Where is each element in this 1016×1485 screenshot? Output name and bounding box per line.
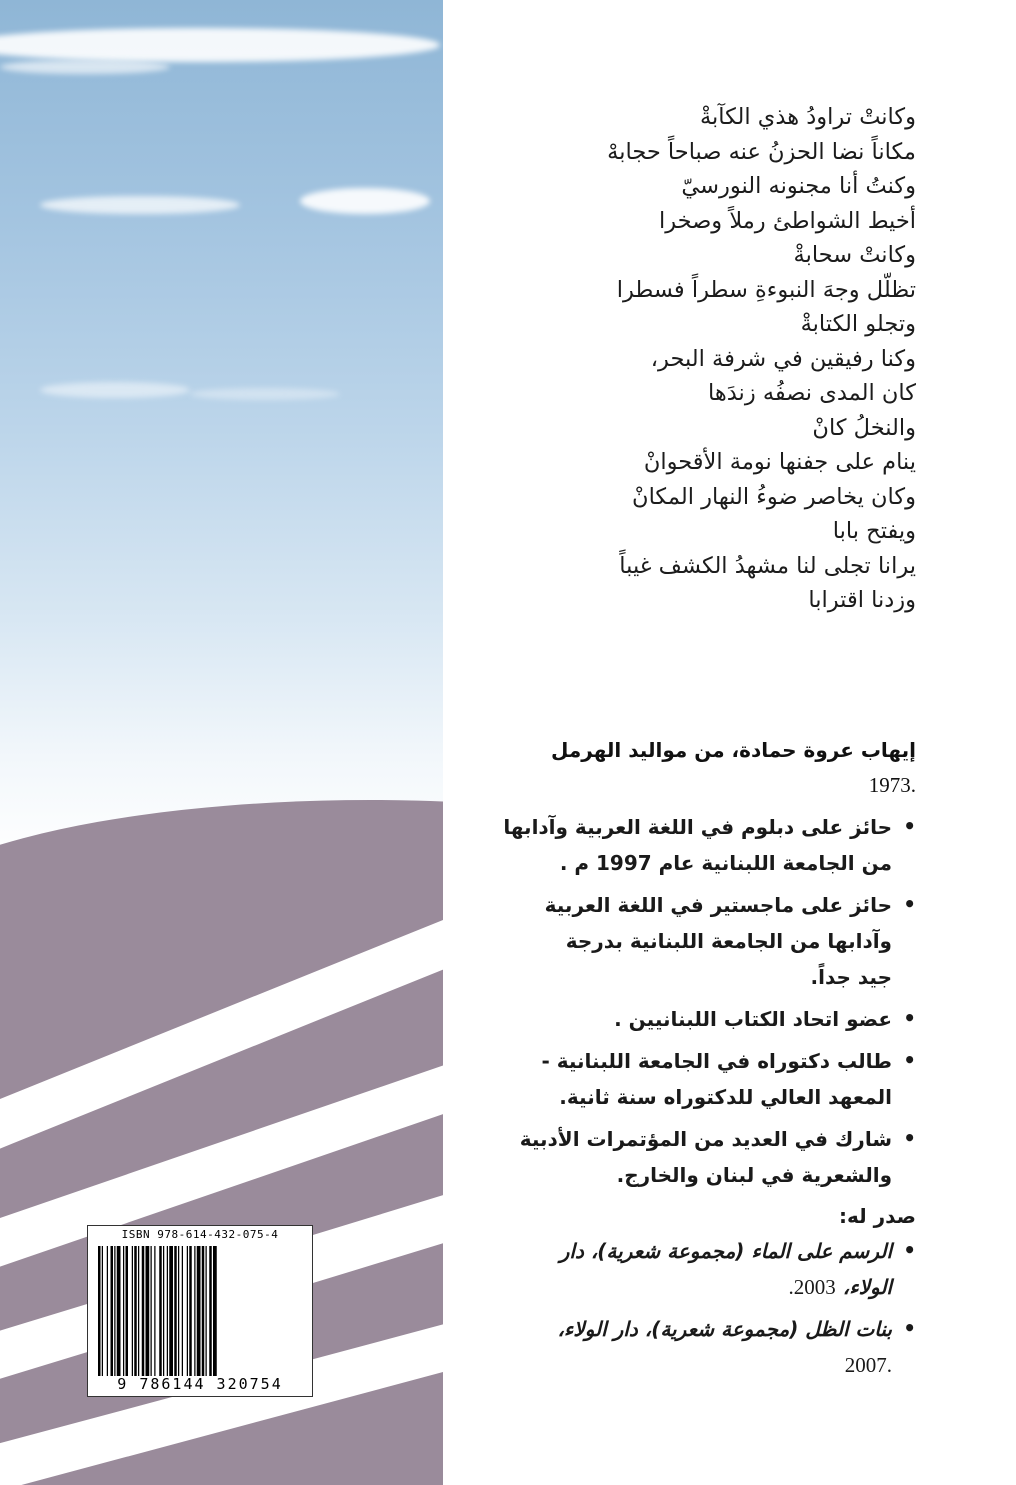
poem-line: والنخلُ كانْ (812, 414, 916, 441)
barcode-bar (178, 1246, 179, 1376)
barcode-bar (189, 1246, 192, 1376)
bullet-dot: • (903, 1126, 916, 1150)
bio-intro: إيهاب عروة حمادة، من مواليد الهرمل (551, 738, 916, 762)
cover-art-panel (0, 0, 443, 1485)
bullet-line: وآدابها من الجامعة اللبنانية بدرجة (565, 929, 892, 953)
poem-line: كان المدى نصفُه زندَها (708, 380, 916, 406)
bullet-line: حائز على دبلوم في اللغة العربية وآدابها (503, 815, 892, 839)
bullet-dot: • (903, 1238, 916, 1262)
barcode (87, 1225, 313, 1397)
bio-bullet (381, 1043, 916, 1115)
publication-item (381, 1233, 916, 1305)
publication-line: الرسم على الماء (مجموعة شعرية)، دار (559, 1239, 892, 1263)
publication-year: .2007 (844, 1353, 892, 1377)
bullet-line: شارك في العديد من المؤتمرات الأدبية (519, 1127, 892, 1151)
barcode-bar (126, 1246, 129, 1376)
cloud (300, 188, 430, 214)
bullet-line: حائز على ماجستير في اللغة العربية (544, 893, 892, 917)
barcode-bars (98, 1246, 302, 1376)
barcode-bar (182, 1246, 183, 1376)
birth-year: .1973 (868, 773, 916, 797)
poem-line: وكانتْ سحابةْ (793, 242, 916, 268)
isbn-label: ISBN 978-614-432-075-4 (121, 1228, 279, 1241)
barcode-bar (117, 1246, 121, 1376)
publication-line (381, 1269, 892, 1305)
bullet-line: جيد جداً. (810, 965, 892, 989)
publications-heading: صدر له: (839, 1204, 916, 1228)
bullet-line: طالب دكتوراه في الجامعة اللبنانية - (541, 1049, 892, 1073)
poem-line: وكانتْ تراودُ هذي الكآبةْ (699, 104, 916, 130)
barcode-bar (209, 1246, 212, 1376)
cloud (0, 60, 170, 74)
bio-bullet (381, 1001, 916, 1037)
author-bio (381, 733, 916, 1389)
poem-line: مكاناً نضا الحزنُ عنه صباحاً حجابهْ (607, 138, 916, 165)
barcode-bar (146, 1246, 150, 1376)
poem-line: يرانا تجلى لنا مشهدُ الكشف غيباً (619, 552, 916, 579)
barcode-bar (114, 1246, 115, 1376)
poem-line: ينام على جفنها نومة الأقحوانْ (643, 449, 916, 475)
barcode-bar (202, 1246, 205, 1376)
bullet-dot: • (903, 1048, 916, 1072)
barcode-number: 9 786144 320754 (117, 1375, 283, 1393)
bio-bullet (381, 1121, 916, 1193)
poem-line: تظلّل وجهَ النبوءةِ سطراً فسطرا (616, 276, 916, 303)
barcode-bar (197, 1246, 201, 1376)
sky-background (0, 0, 443, 860)
barcode-bar (169, 1246, 173, 1376)
publication-item (381, 1311, 916, 1383)
barcode-bar (123, 1246, 124, 1376)
poem-line: وكنا رفيقين في شرفة البحر، (650, 345, 916, 372)
barcode-bar (187, 1246, 188, 1376)
publication-line (381, 1347, 892, 1383)
barcode-bar (194, 1246, 195, 1376)
barcode-bar (107, 1246, 108, 1376)
publication-year: 2003. (788, 1275, 836, 1299)
bio-bullet (381, 809, 916, 881)
bullet-line: والشعرية في لبنان والخارج. (616, 1163, 892, 1187)
bullet-dot: • (903, 892, 916, 916)
poem-line: وكنتُ أنا مجنونه النورسيّ (681, 173, 916, 199)
barcode-bar (167, 1246, 168, 1376)
cloud (40, 196, 240, 214)
bio-bullet (381, 887, 916, 995)
barcode-bar (206, 1246, 207, 1376)
barcode-bar (142, 1246, 145, 1376)
barcode-bar (98, 1246, 101, 1376)
cloud (190, 388, 340, 400)
bullet-dot: • (903, 1316, 916, 1340)
bullet-line: المعهد العالي للدكتوراه سنة ثانية. (559, 1085, 892, 1109)
barcode-bar (163, 1246, 164, 1376)
bullet-line: عضو اتحاد الكتاب اللبنانيين . (614, 1007, 892, 1031)
barcode-bar (159, 1246, 162, 1376)
barcode-bar (134, 1246, 137, 1376)
cloud (40, 382, 190, 398)
poem-line: أخيط الشواطئ رملاً وصخرا (659, 207, 916, 234)
barcode-bar (138, 1246, 139, 1376)
poem-line: وزدنا اقترابا (808, 587, 916, 613)
bullet-dot: • (903, 814, 916, 838)
barcode-bar (151, 1246, 152, 1376)
bullet-line: من الجامعة اللبنانية عام 1997 م . (559, 851, 892, 875)
publisher-name: الولاء، (835, 1275, 892, 1299)
publication-line: بنات الظل (مجموعة شعرية)، دار الولاء، (557, 1317, 892, 1341)
barcode-bar (102, 1246, 103, 1376)
poem-line: وكان يخاصر ضوءُ النهار المكانْ (632, 483, 916, 510)
bullet-dot: • (903, 1006, 916, 1030)
barcode-bar (154, 1246, 155, 1376)
poem-line: وتجلو الكتابةْ (800, 311, 916, 337)
barcode-bar (174, 1246, 177, 1376)
barcode-bar (213, 1246, 217, 1376)
barcode-bar (111, 1246, 114, 1376)
barcode-bar (132, 1246, 133, 1376)
poem-line: ويفتح بابا (832, 518, 916, 544)
poem-excerpt (446, 100, 916, 618)
